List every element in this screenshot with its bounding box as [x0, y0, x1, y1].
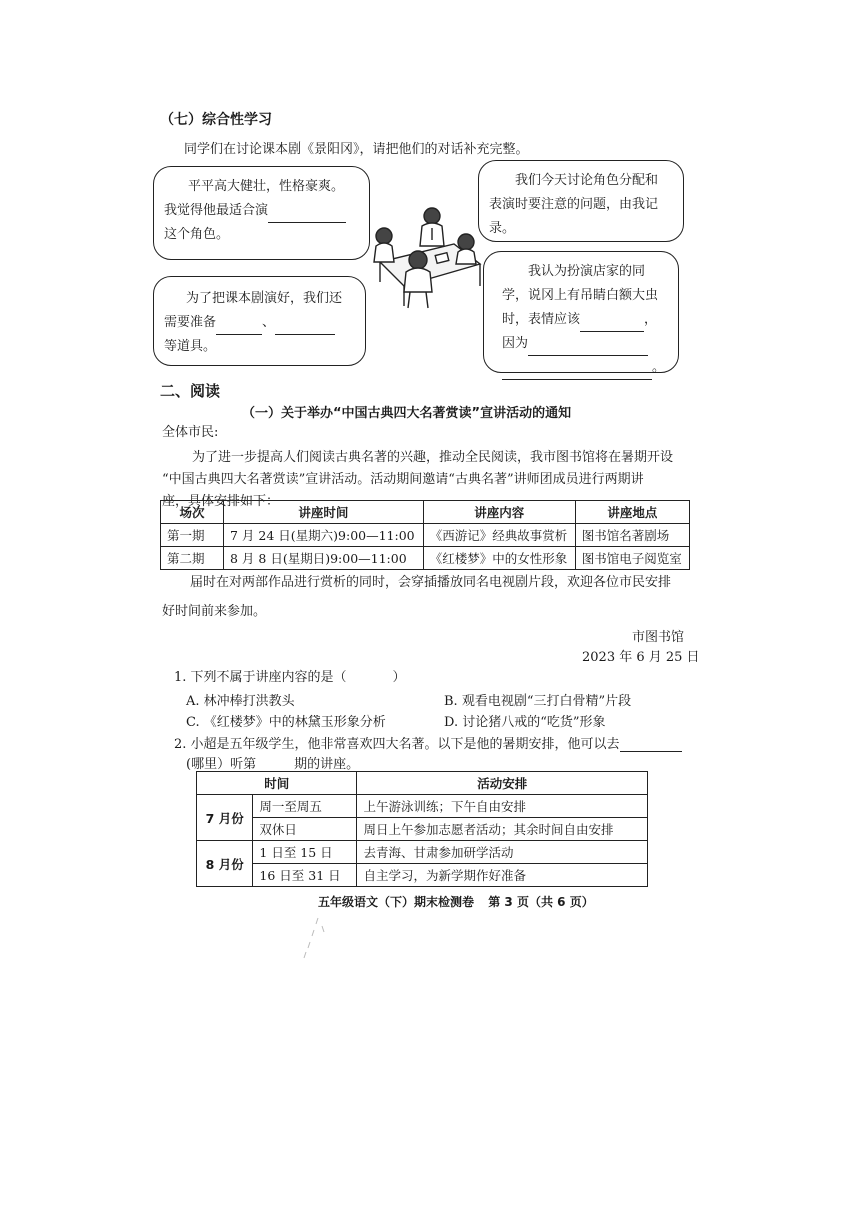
table-row: [197, 795, 648, 818]
table-cell: 去青海、甘肃参加研学活动: [357, 841, 648, 864]
q1-stem-close: ）: [392, 670, 406, 685]
bubble3-line3: 等道具。: [164, 339, 217, 354]
table-row: [197, 864, 648, 887]
table-header: 场次: [161, 501, 224, 524]
table-header-activity: 活动安排: [357, 772, 648, 795]
table-header: 讲座内容: [423, 501, 575, 524]
bubble1-line3: 这个角色。: [164, 227, 230, 242]
bubble4-comma: ，: [644, 312, 658, 327]
q2-answer-blank-session[interactable]: [256, 755, 294, 772]
table-cell: 周日上午参加志愿者活动；其余时间自由安排: [357, 818, 648, 841]
bubble4-line1: 我认为扮演店家的同: [528, 264, 646, 279]
bubble3-line1: 为了把课本剧演好，我们还: [186, 291, 343, 306]
notice-salutation: 全体市民:: [162, 425, 219, 440]
bubble4-line4: 因为: [502, 336, 529, 351]
q1-option-a[interactable]: A. 林冲棒打洪教头: [186, 694, 295, 709]
table-cell: 《红楼梦》中的女性形象: [423, 547, 575, 570]
table-cell: 8 月 8 日(星期日)9:00—11:00: [224, 547, 424, 570]
table-cell: 7 月 24 日(星期六)9:00—11:00: [224, 524, 424, 547]
bubble3-line2: 需要准备: [164, 315, 217, 330]
table-header: 讲座时间: [224, 501, 424, 524]
table-cell: 周一至周五: [253, 795, 357, 818]
q1-stem-text: 1. 下列不属于讲座内容的是（: [174, 670, 347, 685]
table-header: 讲座地点: [575, 501, 689, 524]
notice-para2-line1: 届时在对两部作品进行赏析的同时，会穿插播放同名电视剧片段，欢迎各位市民安排: [190, 575, 672, 590]
q1-option-b[interactable]: B. 观看电视剧“三打白骨精”片段: [444, 694, 632, 709]
summer-schedule-table: [196, 771, 648, 887]
table-row: [197, 841, 648, 864]
bubble4-period: 。: [652, 360, 666, 375]
speech-bubble-4: [483, 251, 679, 373]
table-cell: 自主学习，为新学期作好准备: [357, 864, 648, 887]
q1-stem: [174, 666, 406, 685]
notice-para2-line2: 好时间前来参加。: [162, 604, 267, 619]
bubble2-line2: 表演时要注意的问题，由我记: [489, 197, 659, 212]
students-discussion-illustration: [362, 200, 492, 310]
notice-date: 2023 年 6 月 25 日: [582, 650, 700, 665]
speech-bubble-1: [153, 166, 370, 260]
table-cell-month: 8 月份: [197, 841, 253, 887]
answer-blank-prop1[interactable]: [216, 318, 262, 335]
q1-option-d[interactable]: D. 讨论猪八戒的“吃货”形象: [444, 715, 606, 730]
answer-blank-reason-1[interactable]: [528, 339, 648, 356]
q2-line2-text-b: 期的讲座。: [294, 757, 360, 772]
table-cell: 上午游泳训练；下午自由安排: [357, 795, 648, 818]
lecture-schedule-table: [160, 500, 690, 570]
table-cell: 第一期: [161, 524, 224, 547]
table-cell: 16 日至 31 日: [253, 864, 357, 887]
bubble2-line3: 录。: [489, 221, 516, 236]
answer-blank-expression[interactable]: [580, 315, 644, 332]
table-row: [197, 818, 648, 841]
table-cell: 《西游记》经典故事赏析: [423, 524, 575, 547]
notice-para1-line2: “中国古典四大名著赏读”宣讲活动。活动期间邀请“古典名著”讲师团成员进行两期讲: [162, 472, 644, 487]
q2-stem-text: 2. 小超是五年级学生，他非常喜欢四大名著。以下是他的暑期安排，他可以去: [174, 737, 620, 752]
table-cell: 双休日: [253, 818, 357, 841]
section7-intro: 同学们在讨论课本剧《景阳冈》，请把他们的对话补充完整。: [184, 142, 529, 157]
section7-title: （七）综合性学习: [160, 112, 272, 128]
section2-title: 二、阅读: [160, 382, 221, 400]
bubble2-line1: 我们今天讨论角色分配和: [515, 173, 659, 188]
notice-signature: 市图书馆: [632, 630, 685, 645]
footer-page-mid: 页（共: [516, 895, 553, 909]
table-cell: 图书馆名著剧场: [575, 524, 689, 547]
notice-para1-line1: 为了进一步提高人们阅读古典名著的兴趣，推动全民阅读，我市图书馆将在暑期开设: [192, 450, 674, 465]
notice-para1-line3: 座，具体安排如下：: [162, 494, 280, 509]
table-cell-month: 7 月份: [197, 795, 253, 841]
answer-blank-prop2[interactable]: [275, 318, 335, 335]
bubble1-line2: 我觉得他最适合演: [164, 203, 269, 218]
speech-bubble-3: [153, 276, 366, 366]
table-header-row: [161, 501, 690, 524]
q2-line2: [186, 753, 359, 772]
notice-title: （一）关于举办“中国古典四大名著赏读”宣讲活动的通知: [242, 406, 572, 421]
bubble4-line3: 时，表情应该: [502, 312, 581, 327]
page-footer: [318, 893, 594, 910]
bubble1-line1: 平平高大健壮，性格豪爽。: [188, 179, 345, 194]
footer-page-pre: 第: [488, 895, 501, 909]
q1-option-c[interactable]: C. 《红楼梦》中的林黛玉形象分析: [186, 715, 386, 730]
table-cell: 图书馆电子阅览室: [575, 547, 689, 570]
bubble3-separator: 、: [262, 315, 276, 330]
table-cell: 第二期: [161, 547, 224, 570]
q2-stem: [174, 733, 682, 752]
answer-blank-reason-2[interactable]: [502, 363, 652, 380]
answer-blank-role[interactable]: [268, 206, 346, 223]
bubble4-line2: 学，说冈上有吊睛白额大虫: [502, 288, 659, 303]
table-cell: 1 日至 15 日: [253, 841, 357, 864]
footer-title: 五年级语文（下）期末检测卷: [318, 895, 475, 909]
scan-smudge-mark: [296, 914, 336, 960]
footer-page-total: 6: [557, 895, 566, 909]
footer-page-number: 3: [504, 895, 513, 909]
table-header-time: 时间: [197, 772, 357, 795]
footer-page-post: 页）: [569, 895, 594, 909]
speech-bubble-2: [478, 160, 684, 242]
table-row: [161, 547, 690, 570]
table-row: [161, 524, 690, 547]
q2-line2-text-a: (哪里）听第: [186, 757, 257, 772]
table-header-row: [197, 772, 648, 795]
q2-answer-blank-place[interactable]: [620, 735, 682, 752]
